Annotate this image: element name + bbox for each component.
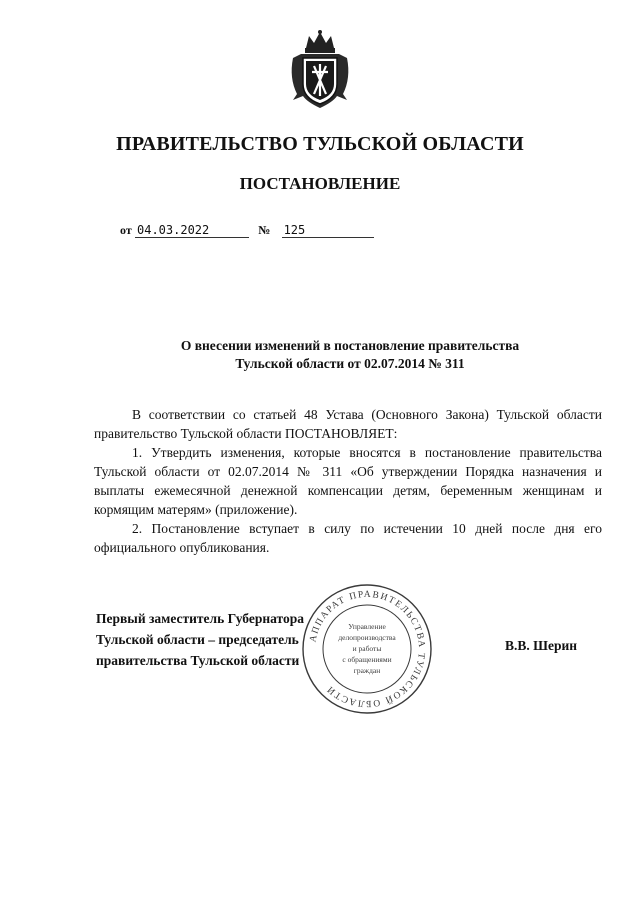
stamp-ring-text: АППАРАТ ПРАВИТЕЛЬСТВА ТУЛЬСКОЙ ОБЛАСТИ [308, 589, 427, 709]
date-number-row [120, 222, 374, 242]
subject-line: Тульской области от 02.07.2014 № 311 [235, 356, 465, 371]
coat-of-arms-icon [287, 28, 353, 110]
body-paragraph: 1. Утвердить изменения, которые вносятся в постановление правительства Тульской области от 02.07.2014 № 311 «Об утверждении Порядка назначения и выплаты ежемесячной денежной компенсации детям, беременным женщинам и кормящим матерям» (приложение). [94, 445, 602, 517]
organization-title: ПРАВИТЕЛЬСТВО ТУЛЬСКОЙ ОБЛАСТИ [116, 133, 524, 155]
signatory-line: Тульской области – председатель [96, 632, 299, 647]
signatory-title [96, 608, 304, 671]
subject-line: О внесении изменений в постановление правительства [180, 338, 520, 353]
signatory-line: Первый заместитель Губернатора [96, 611, 304, 626]
signatory-name: В.В. Шерин [505, 638, 578, 653]
stamp-text: Управление [348, 622, 386, 631]
date-label: от [120, 223, 132, 237]
document-type: ПОСТАНОВЛЕНИЕ [239, 174, 401, 193]
stamp-text: граждан [353, 666, 381, 675]
official-stamp [300, 582, 434, 716]
date-value: 04.03.2022 [135, 223, 249, 238]
body-paragraph: В соответствии со статьей 48 Устава (Основного Закона) Тульской области правительство Тульской области ПОСТАНОВЛЯЕТ: [94, 407, 602, 441]
body-paragraph: 2. Постановление вступает в силу по истечении 10 дней после дня его официального опубликования. [94, 521, 602, 555]
number-value: 125 [282, 223, 374, 238]
number-label: № [258, 223, 271, 237]
document-body [94, 405, 602, 557]
signatory-line: правительства Тульской области [96, 653, 300, 668]
stamp-text: делопроизводства [338, 633, 396, 642]
document-subject [120, 337, 580, 373]
stamp-text: и работы [352, 644, 382, 653]
stamp-text: с обращениями [342, 655, 392, 664]
